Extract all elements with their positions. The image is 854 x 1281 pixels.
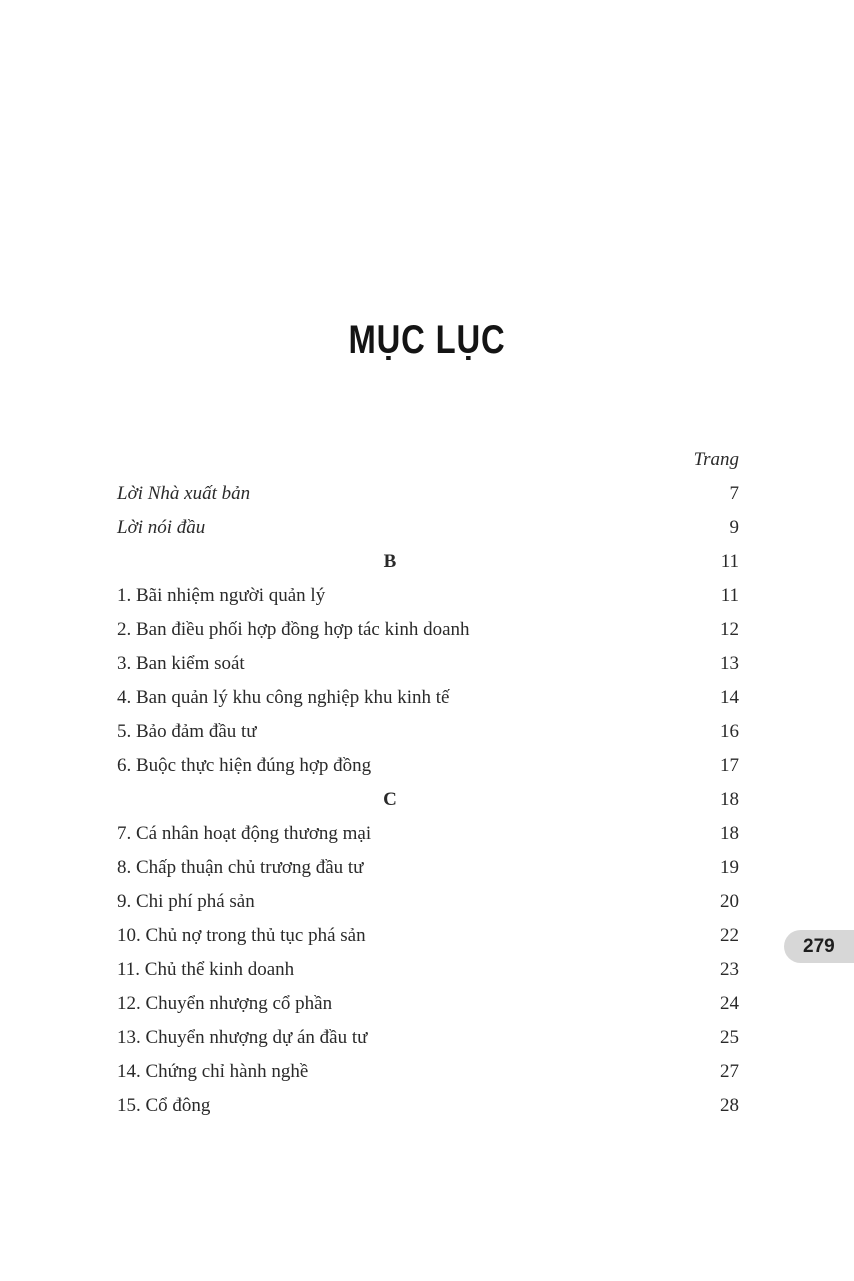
toc-entry xyxy=(117,579,739,613)
toc-entry xyxy=(117,987,739,1021)
toc-entry-label: 4. Ban quản lý khu công nghiệp khu kinh tế xyxy=(117,687,450,708)
toc-entry xyxy=(117,1089,739,1123)
toc-entry-page: 11 xyxy=(720,585,739,606)
toc-entry-page: 23 xyxy=(720,959,739,980)
toc-section-heading xyxy=(117,545,739,579)
toc-entry xyxy=(117,1021,739,1055)
toc-entry-label: 9. Chi phí phá sản xyxy=(117,891,255,912)
toc-entry-label: 12. Chuyển nhượng cổ phần xyxy=(117,993,333,1014)
toc-entry-label: 11. Chủ thể kinh doanh xyxy=(117,959,295,980)
toc-entry-label: Lời nói đầu xyxy=(117,517,206,538)
toc-entry-label: 2. Ban điều phối hợp đồng hợp tác kinh doanh xyxy=(117,619,470,640)
toc-entry xyxy=(117,613,739,647)
toc-entry xyxy=(117,511,739,545)
page-number-tab: 279 xyxy=(784,930,854,963)
toc-entry xyxy=(117,919,739,953)
table-of-contents xyxy=(117,443,739,1123)
toc-entry-page: 24 xyxy=(720,993,739,1014)
toc-entry xyxy=(117,817,739,851)
toc-entry-page: 17 xyxy=(720,755,739,776)
toc-entry xyxy=(117,647,739,681)
toc-entry-label: 3. Ban kiểm soát xyxy=(117,653,245,674)
toc-entry-page: 18 xyxy=(720,789,739,810)
toc-entry-page: 27 xyxy=(720,1061,739,1082)
toc-entry xyxy=(117,953,739,987)
toc-entry-page: 9 xyxy=(729,517,739,538)
toc-entry-label: 8. Chấp thuận chủ trương đầu tư xyxy=(117,857,364,878)
toc-entry-label: 1. Bãi nhiệm người quản lý xyxy=(117,585,326,606)
toc-entry xyxy=(117,885,739,919)
page-title: MỤC LỤC xyxy=(348,318,506,362)
toc-entry-page: 28 xyxy=(720,1095,739,1116)
toc-entry xyxy=(117,681,739,715)
toc-entry-page: 14 xyxy=(720,687,739,708)
toc-entry xyxy=(117,477,739,511)
toc-entry-label: 7. Cá nhân hoạt động thương mại xyxy=(117,823,372,844)
toc-entry-page: 16 xyxy=(720,721,739,742)
section-letter: C xyxy=(383,789,397,810)
toc-entry-label: 6. Buộc thực hiện đúng hợp đồng xyxy=(117,755,372,776)
toc-entry-page: 22 xyxy=(720,925,739,946)
toc-entry-page: 25 xyxy=(720,1027,739,1048)
toc-header-row xyxy=(117,443,739,477)
toc-entry-page: 7 xyxy=(729,483,739,504)
toc-entry-label: 13. Chuyển nhượng dự án đầu tư xyxy=(117,1027,368,1048)
toc-entry-label: 14. Chứng chỉ hành nghề xyxy=(117,1061,309,1082)
toc-entry-page: 19 xyxy=(720,857,739,878)
toc-entry-page: 13 xyxy=(720,653,739,674)
toc-entry-label: 10. Chủ nợ trong thủ tục phá sản xyxy=(117,925,366,946)
toc-entry-label: Lời Nhà xuất bản xyxy=(117,483,251,504)
toc-entry-label: 5. Bảo đảm đầu tư xyxy=(117,721,257,742)
page-column-header: Trang xyxy=(693,449,739,470)
toc-entry-page: 11 xyxy=(720,551,739,572)
toc-entry xyxy=(117,715,739,749)
toc-entry-label: 15. Cổ đông xyxy=(117,1095,211,1116)
section-letter: B xyxy=(383,551,397,572)
toc-entry xyxy=(117,1055,739,1089)
toc-entry-page: 18 xyxy=(720,823,739,844)
toc-entry xyxy=(117,749,739,783)
toc-entry-page: 12 xyxy=(720,619,739,640)
toc-section-heading xyxy=(117,783,739,817)
toc-entry-page: 20 xyxy=(720,891,739,912)
toc-entry xyxy=(117,851,739,885)
